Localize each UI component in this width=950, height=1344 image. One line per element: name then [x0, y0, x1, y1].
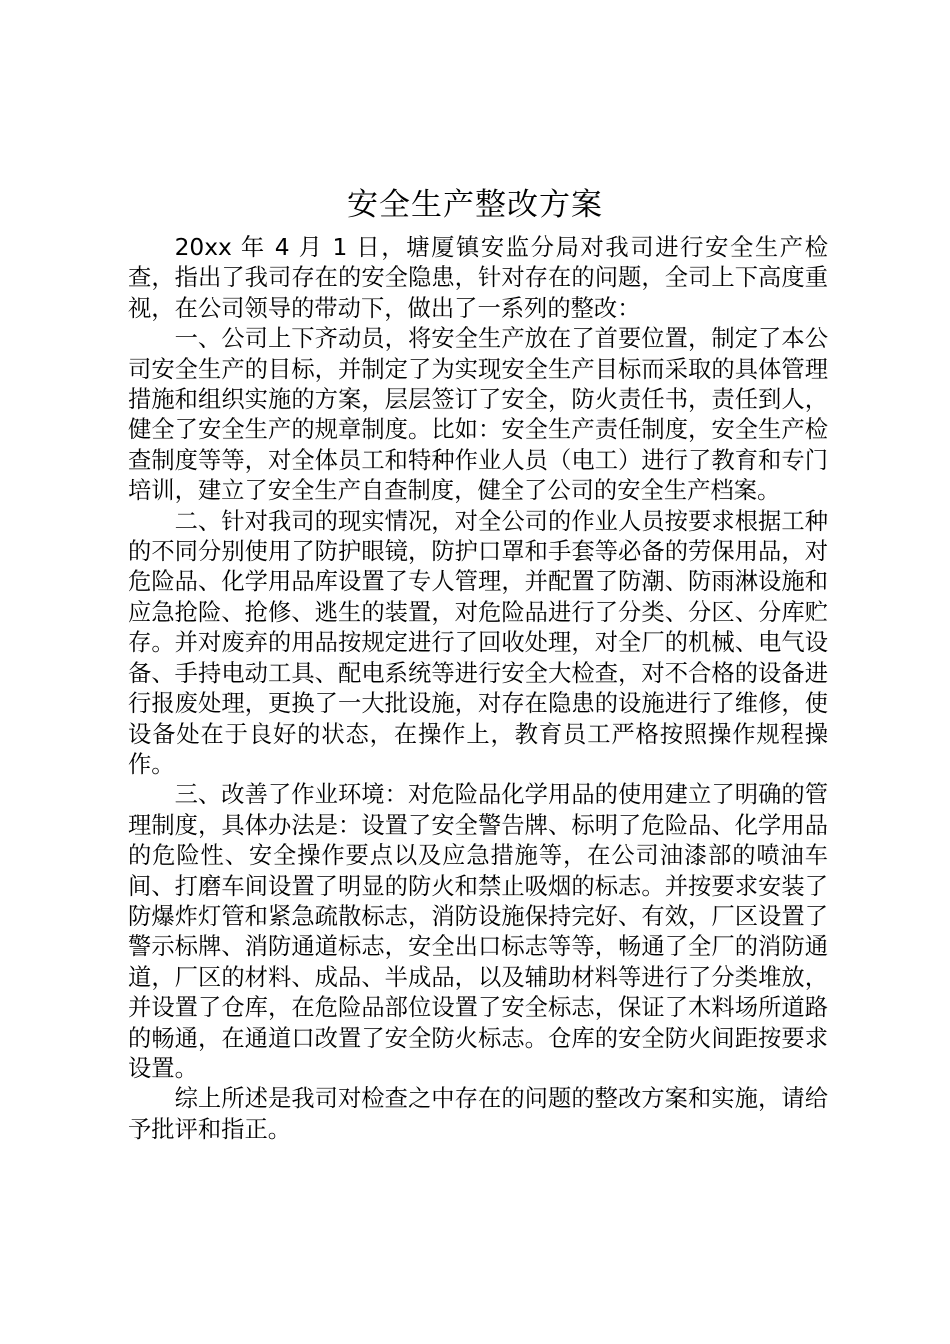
section-one-paragraph: 一、公司上下齐动员，将安全生产放在了首要位置，制定了本公司安全生产的目标，并制定了为实现安全生产目标而采取的具体管理措施和组织实施的方案，层层签订了安全，防火责任书，责任到人，健全了安全生产的规章制度。比如：安全生产责任制度，安全生产检查制度等等，对全体员工和特种作业人员（电工）进行了教育和专门培训，建立了安全生产自查制度，健全了公司的安全生产档案。: [128, 325, 828, 505]
document-title: 安全生产整改方案: [347, 187, 603, 223]
section-three-paragraph: 三、改善了作业环境：对危险品化学用品的使用建立了明确的管理制度，具体办法是：设置了安全警告牌、标明了危险品、化学用品的危险性、安全操作要点以及应急措施等，在公司油漆部的喷油车间、打磨车间设置了明显的防火和禁止吸烟的标志。并按要求安装了防爆炸灯管和紧急疏散标志，消防设施保持完好、有效，厂区设置了警示标牌、消防通道标志，安全出口标志等等，畅通了全厂的消防通道，厂区的材料、成品、半成品，以及辅助材料等进行了分类堆放，并设置了仓库，在危险品部位设置了安全标志，保证了木料场所道路的畅通，在通道口改置了安全防火标志。仓库的安全防火间距按要求设置。: [128, 781, 828, 1082]
document-body: [128, 233, 828, 1145]
intro-paragraph: 20xx 年 4 月 1 日，塘厦镇安监分局对我司进行安全生产检查，指出了我司存在的安全隐患，针对存在的问题，全司上下高度重视，在公司领导的带动下，做出了一系列的整改：: [128, 234, 828, 322]
section-two-paragraph: 二、针对我司的现实情况，对全公司的作业人员按要求根据工种的不同分别使用了防护眼镜，防护口罩和手套等必备的劳保用品，对危险品、化学用品库设置了专人管理，并配置了防潮、防雨淋设施和应急抢险、抢修、逃生的装置，对危险品进行了分类、分区、分库贮存。并对废弃的用品按规定进行了回收处理，对全厂的机械、电气设备、手持电动工具、配电系统等进行安全大检查，对不合格的设备进行报废处理，更换了一大批设施，对存在隐患的设施进行了维修，使设备处在于良好的状态，在操作上，教育员工严格按照操作规程操作。: [128, 507, 828, 778]
conclusion-paragraph: 综上所述是我司对检查之中存在的问题的整改方案和实施，请给予批评和指正。: [128, 1085, 828, 1143]
